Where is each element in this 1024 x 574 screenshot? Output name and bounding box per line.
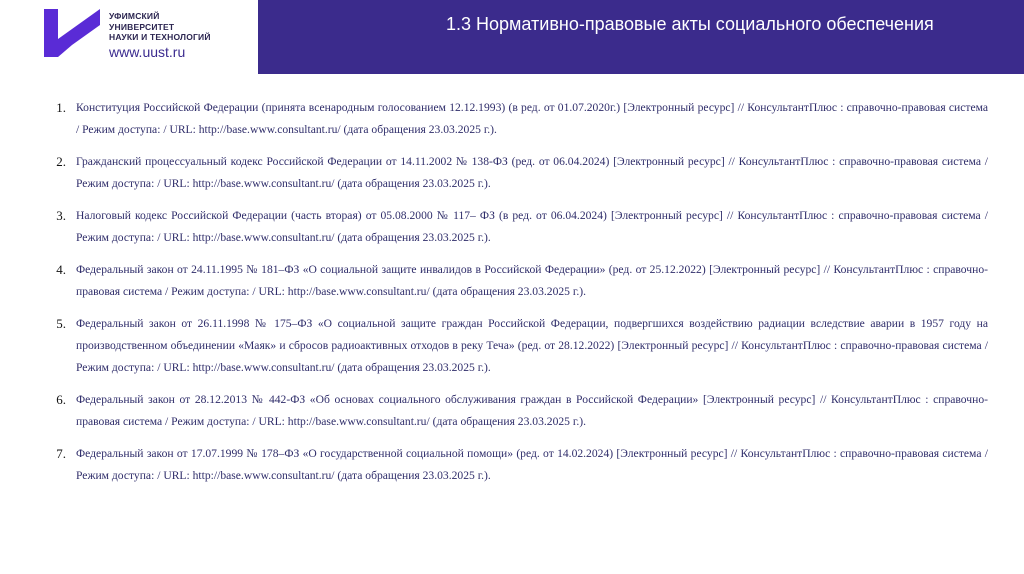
reference-text: Конституция Российской Федерации (принята всенародным голосованием 12.12.1993) (в ред. от 01.07.2020г.) [Электронный ресурс] // КонсультантПлюс : справочно-правовая система / Режим доступа: / URL: http://base.www.consultant.ru/ (дата обращения 23.03.2025 г.). xyxy=(76,101,988,136)
reference-text: Гражданский процессуальный кодекс Российской Федерации от 14.11.2002 № 138-ФЗ (ред. от 06.04.2024) [Электронный ресурс] // КонсультантПлюс : справочно-правовая система / Режим доступа: / URL: http://base.www.consultant.ru/ (дата обращения 23.03.2025 г.). xyxy=(76,155,988,190)
reference-text: Налоговый кодекс Российской Федерации (часть вторая) от 05.08.2000 № 117– ФЗ (в ред. от 06.04.2024) [Электронный ресурс] // КонсультантПлюс : справочно-правовая система / Режим доступа: / URL: http://base.www.consultant.ru/ (дата обращения 23.03.2025 г.). xyxy=(76,209,988,244)
reference-number: 3. xyxy=(56,208,66,223)
reference-list xyxy=(36,97,988,497)
reference-text: Федеральный закон от 28.12.2013 № 442-ФЗ «Об основах социального обслуживания граждан в Российской Федерации» [Электронный ресурс] // КонсультантПлюс : справочно-правовая система / Режим доступа: / URL: http://base.www.consultant.ru/ (дата обращения 23.03.2025 г.). xyxy=(76,393,988,428)
reference-item xyxy=(36,205,988,249)
header-logo-area xyxy=(0,0,258,74)
reference-number: 4. xyxy=(56,262,66,277)
reference-number: 1. xyxy=(56,100,66,115)
reference-item xyxy=(36,97,988,141)
reference-item xyxy=(36,259,988,303)
header-bar xyxy=(258,0,1024,74)
university-name-line: УНИВЕРСИТЕТ xyxy=(109,21,175,32)
reference-text: Федеральный закон от 26.11.1998 № 175–ФЗ «О социальной защите граждан Российской Федерации, подвергшихся воздействию радиации вследствие аварии в 1957 году на производственном объединении «Маяк» и сбросов радиоактивных отходов в реку Теча» (ред. от 28.12.2022) [Электронный ресурс] // КонсультантПлюс : справочно-правовая система / Режим доступа: / URL: http://base.www.consultant.ru/ (дата обращения 23.03.2025 г.). xyxy=(76,317,988,374)
reference-text: Федеральный закон от 24.11.1995 № 181–ФЗ «О социальной защите инвалидов в Российской Федерации» (ред. от 25.12.2022) [Электронный ресурс] // КонсультантПлюс : справочно-правовая система / Режим доступа: / URL: http://base.www.consultant.ru/ (дата обращения 23.03.2025 г.). xyxy=(76,263,988,298)
reference-item xyxy=(36,313,988,379)
uust-logo-icon xyxy=(44,9,100,57)
reference-item xyxy=(36,151,988,195)
reference-item xyxy=(36,443,988,487)
reference-number: 2. xyxy=(56,154,66,169)
slide-title: 1.3 Нормативно-правовые акты социального обеспечения xyxy=(446,14,934,34)
university-url[interactable]: www.uust.ru xyxy=(109,44,186,60)
reference-number: 7. xyxy=(56,446,66,461)
reference-item xyxy=(36,389,988,433)
university-name-line: УФИМСКИЙ xyxy=(109,11,160,21)
reference-text: Федеральный закон от 17.07.1999 № 178–ФЗ «О государственной социальной помощи» (ред. от 14.02.2024) [Электронный ресурс] // КонсультантПлюс : справочно-правовая система / Режим доступа: / URL: http://base.www.consultant.ru/ (дата обращения 23.03.2025 г.). xyxy=(76,447,988,482)
university-name xyxy=(109,11,211,43)
reference-number: 5. xyxy=(56,316,66,331)
university-name-line: НАУКИ И ТЕХНОЛОГИЙ xyxy=(109,32,211,42)
reference-number: 6. xyxy=(56,392,66,407)
